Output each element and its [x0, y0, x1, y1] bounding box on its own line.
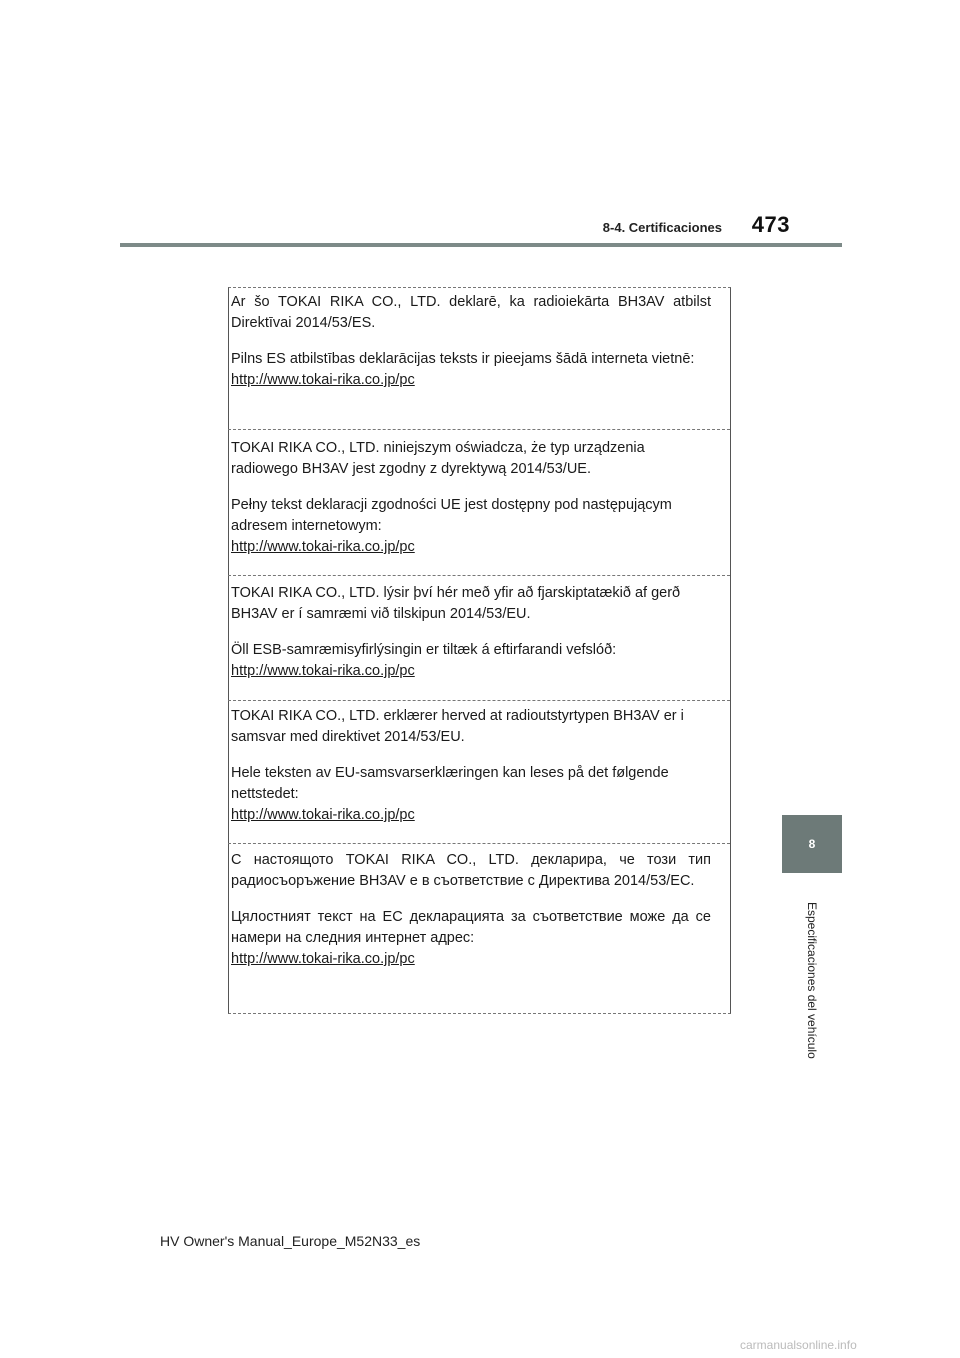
declaration-statement: С настоящото TOKAI RIKA CO., LTD. декларира, че този тип радиосъоръжение BH3AV е в съответствие с Директива 2014/53/ЕС. — [231, 852, 711, 889]
chapter-number-tab[interactable] — [782, 815, 842, 873]
declaration-link[interactable]: http://www.tokai-rika.co.jp/pc — [231, 807, 415, 823]
certificate-block-polish — [231, 438, 711, 558]
declaration-statement: TOKAI RIKA CO., LTD. erklærer herved at radioutstyrtypen BH3AV er i samsvar med direktivet 2014/53/EU. — [231, 708, 684, 745]
certificate-block-bulgarian — [231, 850, 711, 970]
block-divider — [228, 843, 730, 844]
declaration-statement: TOKAI RIKA CO., LTD. lýsir því hér með yfir að fjarskiptatækið af gerð BH3AV er í samræmi við tilskipun 2014/53/EU. — [231, 585, 681, 622]
block-divider — [228, 575, 730, 576]
page-number: 473 — [751, 212, 790, 237]
site-watermark: carmanualsonline.info — [740, 1338, 857, 1352]
chapter-number: 8 — [808, 837, 816, 851]
chapter-title-label — [782, 880, 842, 1080]
declaration-availability: Цялостният текст на ЕС декларацията за съответствие може да се намери на следния интернет адрес: — [231, 909, 711, 946]
declaration-availability: Öll ESB-samræmisyfirlýsingin er tiltæk á eftirfarandi vefslóð: — [231, 642, 617, 658]
block-divider — [228, 700, 730, 701]
declaration-link[interactable]: http://www.tokai-rika.co.jp/pc — [231, 663, 415, 679]
section-title: 8-4. Certificaciones — [602, 220, 722, 235]
certificate-block-latvian — [231, 292, 711, 391]
certificate-block-norwegian — [231, 706, 711, 826]
declaration-link[interactable]: http://www.tokai-rika.co.jp/pc — [231, 951, 415, 967]
certificate-block-icelandic — [231, 583, 711, 682]
declaration-availability: Hele teksten av EU-samsvarserklæringen kan leses på det følgende nettstedet: — [231, 765, 669, 802]
declaration-statement: TOKAI RIKA CO., LTD. niniejszym oświadcza, że typ urządzenia radiowego BH3AV jest zgodny z dyrektywą 2014/53/UE. — [231, 440, 645, 477]
declaration-link[interactable]: http://www.tokai-rika.co.jp/pc — [231, 539, 415, 555]
block-divider — [228, 429, 730, 430]
chapter-title: Especificaciones del vehículo — [805, 901, 819, 1059]
declaration-link[interactable]: http://www.tokai-rika.co.jp/pc — [231, 372, 415, 388]
declaration-availability: Pełny tekst deklaracji zgodności UE jest dostępny pod następującym adresem internetowym: — [231, 497, 672, 534]
declaration-availability: Pilns ES atbilstības deklarācijas teksts ir pieejams šādā interneta vietnē: — [231, 351, 695, 367]
header-rule — [120, 243, 842, 247]
declaration-statement: Ar šo TOKAI RIKA CO., LTD. deklarē, ka radioiekārta BH3AV atbilst Direktīvai 2014/53/ES. — [231, 294, 711, 331]
manual-footer: HV Owner's Manual_Europe_M52N33_es — [160, 1233, 421, 1249]
